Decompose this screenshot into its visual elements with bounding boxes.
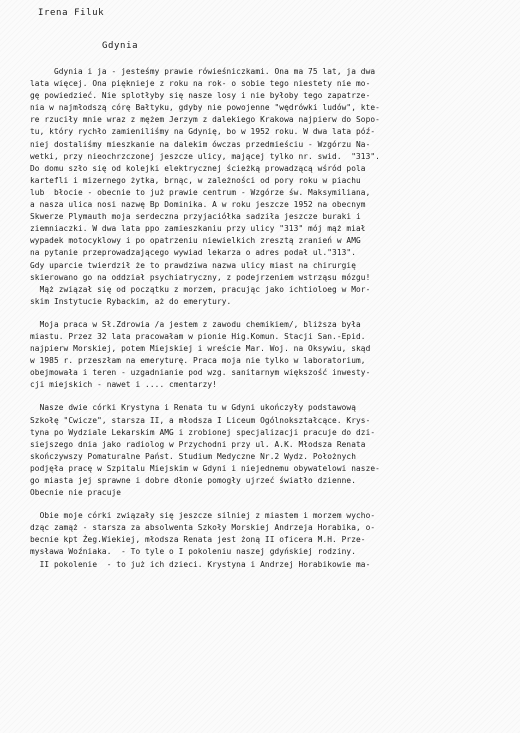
text-line: podjęła pracę w Szpitalu Miejskim w Gdyni i niejednemu obywatelowi nasze- <box>30 463 380 473</box>
text-line: a nasza ulica nosi nazwę Bp Dominika. A w roku jeszcze 1952 na obecnym <box>30 200 366 210</box>
text-line: Szkołę "Cwicze", starsza II, a młodsza I Liceum Ogólnokształcące. Krys- <box>30 415 371 425</box>
text-line: skończywszy Pomaturalne Państ. Studium Medyczne Nr.2 Wydz. Położnych <box>30 451 356 461</box>
text-line: najpierw Morskiej, potem Miejskiej i wreście Mar. Woj. na Oksywiu, skąd <box>30 344 371 354</box>
text-line: Do domu szło się od kolejki elektrycznej ścieżką prowadzącą wśród pola <box>30 163 366 173</box>
paragraph <box>30 402 502 499</box>
text-line: lata więcej. Ona pięknieje z roku na rok- o sobie tego niestety nie mo- <box>30 79 371 89</box>
text-line: tyna po Wydziale Lekarskim AMG i zrobionej specjalizacji pracuje do dzi- <box>30 427 376 437</box>
text-line: Skwerze Plymauth moja serdeczna przyjaciółka sadziła jeszcze buraki i <box>30 212 361 222</box>
paragraph-gap <box>30 499 502 510</box>
text-line: na pytanie przeprowadzającego wywiad lekarza o adres podał ul."313". <box>30 248 356 258</box>
paragraph-gap <box>30 391 502 402</box>
text-line: niej dostaliśmy mieszkanie na dalekim ówczas przedmieściu - Wzgórzu Na- <box>30 139 371 149</box>
text-line: wypadek motocyklowy i po opatrzeniu niewielkich zresztą zranień w AMG <box>30 236 361 246</box>
text-line: siejszego dnia jako radiolog w Przychodni przy ul. A.K. Młodsza Renata <box>30 439 366 449</box>
text-line: re rzuciły mnie wraz z mężem Jerzym z dalekiego Krakowa najpierw do Sopo- <box>30 115 380 125</box>
text-line: Nasze dwie córki Krystyna i Renata tu w Gdyni ukończyły podstawową <box>30 403 356 413</box>
text-line: kartefli i mizernego żytka, brnąc, w zależności od pory roku w piachu <box>30 175 361 185</box>
text-line: ziemniaczki. W dwa lata ppo zamieszkaniu przy ulicy "313" mój mąż miał <box>30 224 366 234</box>
text-line: wetki, przy nieochrzczonej jeszcze ulicy, mającej tylko nr. swid. "313". <box>30 151 380 161</box>
document-title: Gdynia <box>102 41 139 51</box>
text-line: skim Instytucie Rybackim, aż do emerytury. <box>30 296 232 306</box>
text-line: Gdynia i ja - jesteśmy prawie rówieśniczkami. Ona ma 75 lat, ja dwa <box>30 67 376 76</box>
text-line: obejmowała i teren - uzgadnianie pod wzg. sanitarnym większość inwesty- <box>30 368 371 378</box>
text-line: miastu. Przez 32 lata pracowałam w pionie Hig.Komun. Stacji San.-Epid. <box>30 331 366 341</box>
text-line: dząc zamąż - starsza za absolwenta Szkoły Morskiej Andrzeja Horabika, o- <box>30 523 376 533</box>
paragraph <box>30 510 502 570</box>
text-line: Gdy uparcie twierdził że to prawdziwa nazwa ulicy miast na chirurgię <box>30 260 356 270</box>
text-line: mysława Woźniaka. - To tyle o I pokoleniu naszej gdyńskiej rodziny. <box>30 547 356 557</box>
text-line: becnie kpt Żeg.Wiekiej, młodsza Renata jest żoną II oficera M.H. Prze- <box>30 535 366 545</box>
text-line: go miasta jej sprawne i dobre dłonie pomogły ujrzeć światło dzienne. <box>30 476 356 485</box>
paragraph-gap <box>30 308 502 319</box>
text-line: gę powiedzieć. Nie splotłyby się nasze losy i nie byłoby tego zapatrze- <box>30 91 371 101</box>
text-line: tu, który rychło zamieniliśmy na Gdynię, bo w 1952 roku. W dwa lata póź- <box>30 127 376 137</box>
text-line: nia w najmłodszą córę Bałtyku, gdyby nie powojenne "wędrówki ludów", kte- <box>30 103 380 113</box>
text-line: lub błocie - obecnie to już prawie centrum - Wzgórze św. Maksymiliana, <box>30 187 371 197</box>
text-line: skierowano go na oddział psychiatryczny, z podejrzeniem wstrząsu mózgu! <box>30 272 371 282</box>
text-line: w 1985 r. przeszłam na emeryturę. Praca moja nie tylko w laboratorium, <box>30 356 366 366</box>
text-line: Moja praca w Sł.Zdrowia /a jestem z zawodu chemikiem/, bliższa była <box>30 319 361 329</box>
paragraph <box>30 66 502 308</box>
document-body <box>30 66 502 571</box>
author-name: Irena Filuk <box>38 8 105 18</box>
text-line: Obie moje córki związały się jeszcze silniej z miastem i morzem wycho- <box>30 511 376 521</box>
paragraph <box>30 319 502 392</box>
text-line: Obecnie nie pracuje <box>30 488 122 498</box>
text-line: II pokolenie - to już ich dzieci. Krystyna i Andrzej Horabikowie ma- <box>30 559 371 569</box>
text-line: cji miejskich - nawet i .... cmentarzy! <box>30 380 217 390</box>
text-line: Mąż związał się od początku z morzem, pracując jako ichtioloeg w Mor- <box>30 284 371 294</box>
